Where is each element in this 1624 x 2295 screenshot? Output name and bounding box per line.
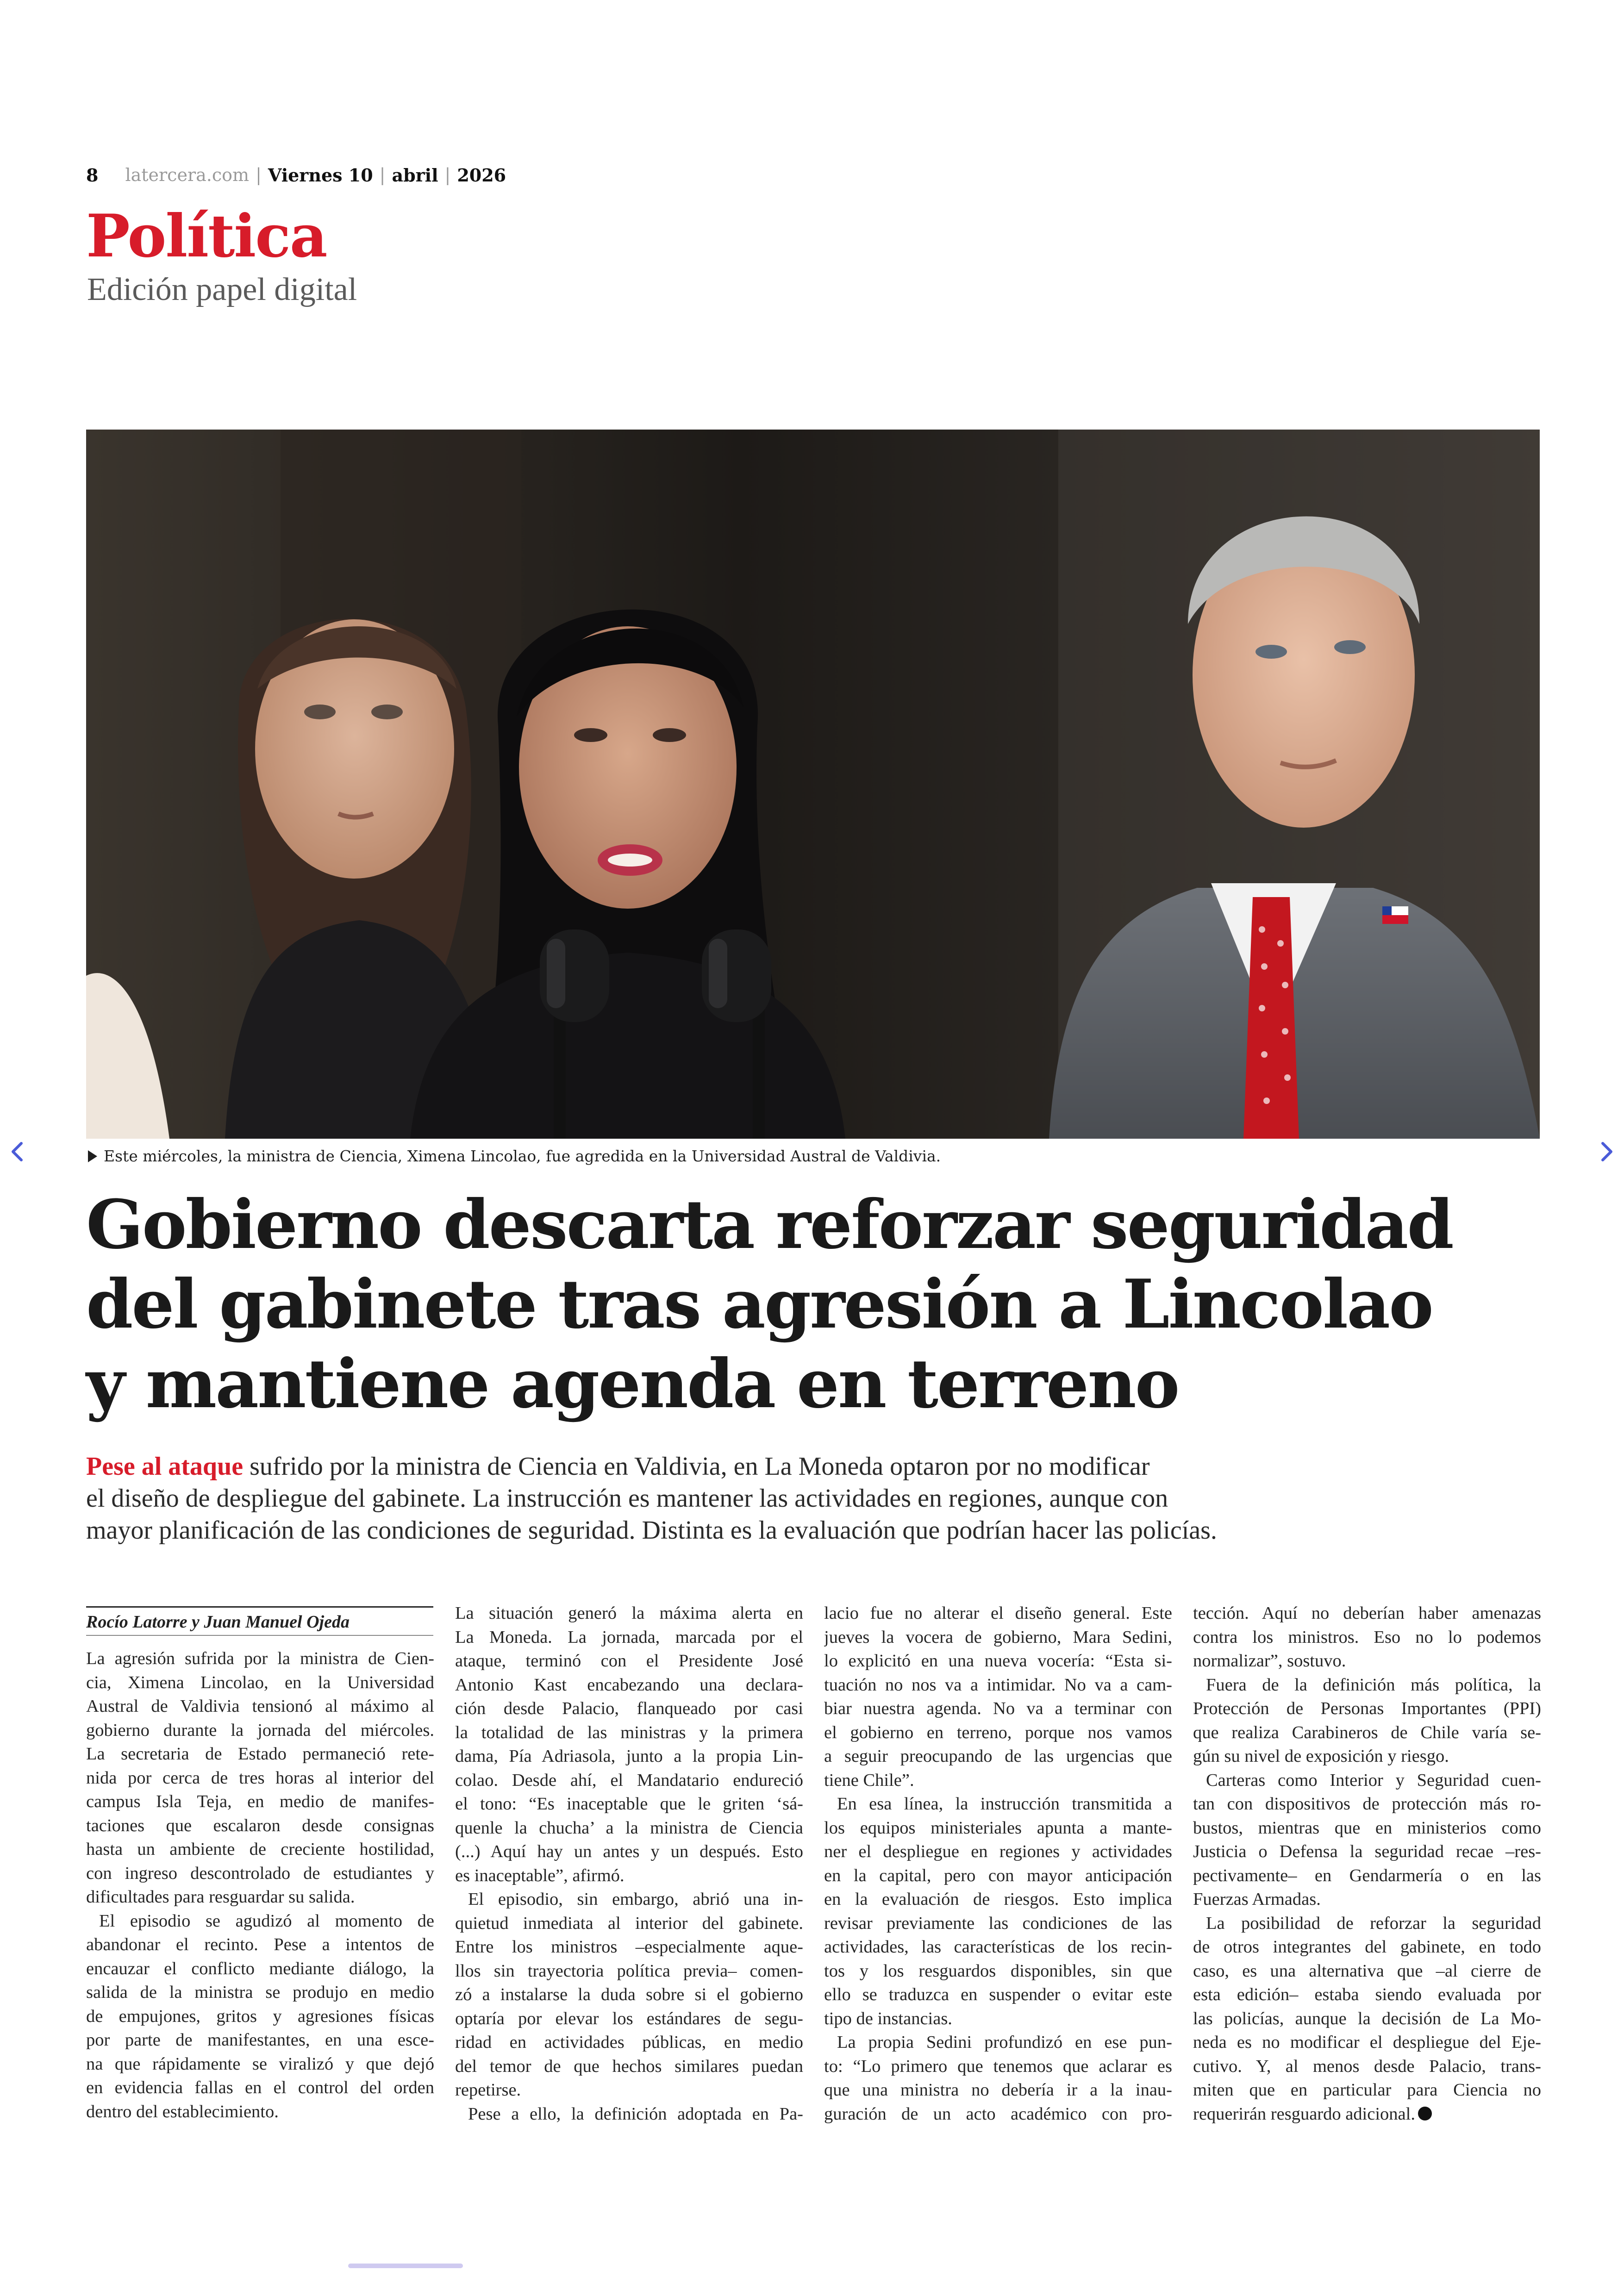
body-text-line: to: “Lo primero que tenemos que aclarar es: [824, 2056, 1172, 2076]
body-text-line: que realiza Carabineros de Chile varía se-: [1193, 1722, 1541, 1742]
body-text-line: La posibilidad de reforzar la seguridad: [1206, 1913, 1541, 1933]
body-text-line: del temor de que hechos similares puedan: [455, 2056, 803, 2076]
page-number: 8: [86, 164, 99, 186]
site-name: latercera.com: [125, 165, 250, 185]
date-day: Viernes 10: [268, 164, 373, 186]
body-text-line: en la capital, pero con mayor anticipación: [824, 1865, 1172, 1885]
body-text-line: ción desde Palacio, flanqueado por casi: [455, 1699, 803, 1718]
body-text-line: quietud inmediata al interior del gabinete.: [455, 1913, 803, 1933]
body-text-line: neda es no modificar el despliegue del Eje-: [1193, 2033, 1541, 2052]
body-text-line: Justicia o Defensa la seguridad recae –res-: [1193, 1842, 1541, 1861]
body-column-2: [455, 1602, 803, 2126]
chevron-left-icon: [4, 1133, 31, 1170]
date-year: 2026: [457, 164, 506, 186]
body-text-line: La Moneda. La jornada, marcada por el: [455, 1627, 803, 1647]
body-text-line: La agresión sufrida por la ministra de Cien-: [86, 1649, 434, 1668]
body-text-line: ner el despliegue en regiones y actividades: [824, 1842, 1172, 1861]
body-text-line: Fuerzas Armadas.: [1193, 1890, 1321, 1909]
body-text-line: gobierno durante la jornada del miércoles.: [86, 1720, 434, 1740]
headline-line: Gobierno descarta reforzar seguridad: [86, 1185, 1453, 1264]
separator: |: [379, 165, 386, 185]
body-text-line: dentro del establecimiento.: [86, 2102, 279, 2121]
body-text-line: es inaceptable”, afirmó.: [455, 1865, 625, 1885]
body-text-line: a seguir preocupando de las urgencias que: [824, 1746, 1172, 1766]
body-text-line: tuación no nos va a intimidar. No va a cam-: [824, 1675, 1172, 1695]
body-text-line: zó a instalarse la duda sobre si el gobierno: [455, 1985, 803, 2004]
prev-page-button[interactable]: [4, 1133, 31, 1170]
lead-line: el diseño de despliegue del gabinete. La instrucción es mantener las actividades en regiones, aunque con: [86, 1484, 1168, 1513]
next-page-button[interactable]: [1593, 1133, 1620, 1170]
date-month: abril: [392, 164, 438, 186]
body-text-line: Antonio Kast encabezando una declara-: [455, 1675, 803, 1695]
body-text-line: salida de la ministra se produjo en medio: [86, 1983, 434, 2002]
body-text-line: tipo de instancias.: [824, 2008, 952, 2028]
article-lead: [86, 1451, 1568, 1547]
article-byline: Rocío Latorre y Juan Manuel Ojeda: [86, 1606, 433, 1634]
lead-line: [86, 1451, 1568, 1483]
body-text-line: cia, Ximena Lincolao, en la Universidad: [86, 1672, 434, 1692]
body-text-line: de empujones, gritos y agresiones físicas: [86, 2006, 434, 2026]
body-text-line: dificultades para resguardar su salida.: [86, 1887, 355, 1907]
body-text-line: esta edición– estaba siendo evaluada por: [1193, 1985, 1541, 2004]
body-text-line: tiene Chile”.: [824, 1770, 914, 1790]
body-text-line: taciones que escalaron desde consignas: [86, 1815, 434, 1835]
caption-arrow-icon: [88, 1150, 97, 1162]
body-text-line: caso, es una alternativa que –al cierre de: [1193, 1961, 1541, 1981]
masthead-line: [86, 161, 506, 189]
body-text-line: En esa línea, la instrucción transmitida a: [837, 1794, 1172, 1814]
edition-label: Edición papel digital: [87, 272, 357, 307]
body-text-line: actividades, las características de los recin-: [824, 1937, 1172, 1957]
body-text-line: bustos, mientras que en ministerios como: [1193, 1818, 1541, 1838]
body-text-line: nida por cerca de tres horas al interior del: [86, 1768, 434, 1788]
body-text-line: na que rápidamente se viralizó y que dejó: [86, 2054, 434, 2074]
body-text-line: Fuera de la definición más política, la: [1206, 1675, 1541, 1695]
body-text-line: lacio fue no alterar el diseño general. Este: [824, 1603, 1172, 1623]
lead-highlight: Pese al ataque: [86, 1452, 244, 1481]
article-headline: [86, 1185, 1558, 1424]
body-text-line: requerirán resguardo adicional.: [1193, 2102, 1541, 2127]
section-title: Política: [86, 202, 327, 270]
body-text-line: (...) Aquí hay un antes y un después. Esto: [455, 1842, 803, 1861]
body-text-line: pectivamente– en Gendarmería o en las: [1193, 1865, 1541, 1885]
body-text-line: tos y los resguardos disponibles, sin que: [824, 1961, 1172, 1981]
body-text-line: quenle la chucha’ a la ministra de Ciencia: [455, 1818, 803, 1838]
separator: |: [256, 165, 262, 185]
body-text-line: el gobierno en terreno, porque nos vamos: [824, 1722, 1172, 1742]
body-text-line: revisar previamente las condiciones de las: [824, 1913, 1172, 1933]
photo-illustration: [86, 430, 1540, 1139]
body-column-1: [86, 1647, 434, 2124]
body-text-line: miten que en particular para Ciencia no: [1193, 2080, 1541, 2100]
body-text-line: Entre los ministros –especialmente aque-: [455, 1937, 803, 1957]
body-text-line: gún su nivel de exposición y riesgo.: [1193, 1746, 1449, 1766]
body-text-line: con ingreso descontrolado de estudiantes y: [86, 1863, 434, 1883]
body-text-line: ridad en actividades públicas, en medio: [455, 2033, 803, 2052]
body-text-line: que una ministra no debería ir a la inau-: [824, 2080, 1172, 2100]
body-text-line: Protección de Personas Importantes (PPI): [1193, 1699, 1541, 1718]
body-column-3: [824, 1602, 1172, 2126]
body-text-line: guración de un acto académico con pro-: [824, 2104, 1172, 2124]
headline-line: del gabinete tras agresión a Lincolao: [86, 1265, 1432, 1344]
body-text-line: por parte de manifestantes, en una esce-: [86, 2030, 434, 2050]
body-text-line: jueves la vocera de gobierno, Mara Sedini,: [824, 1627, 1172, 1647]
body-text-line: colao. Desde ahí, el Mandatario endureció: [455, 1770, 803, 1790]
body-text-line: lo explicitó en una nueva vocería: “Esta si-: [824, 1651, 1172, 1671]
body-text-line: ello se traduzca en suspender o evitar este: [824, 1985, 1172, 2004]
body-column-4: [1193, 1602, 1541, 2126]
byline-divider: [86, 1635, 433, 1636]
body-text-line: La propia Sedini profundizó en ese pun-: [837, 2033, 1172, 2052]
body-text-line: La secretaria de Estado permaneció rete-: [86, 1744, 434, 1764]
body-text-line: en evidencia fallas en el control del orden: [86, 2078, 434, 2097]
body-text-line: optaría por elevar los estándares de segu-: [455, 2008, 803, 2028]
photo-caption: [88, 1146, 941, 1166]
body-text-line: de otros integrantes del gabinete, en todo: [1193, 1937, 1541, 1957]
body-text-line: Austral de Valdivia tensionó al máximo al: [86, 1696, 434, 1716]
body-text-line: ataque, terminó con el Presidente José: [455, 1651, 803, 1671]
body-text-line: La situación generó la máxima alerta en: [455, 1603, 803, 1623]
body-text-line: cutivo. Y, al menos desde Palacio, trans-: [1193, 2056, 1541, 2076]
body-text-line: biar nuestra agenda. No va a terminar con: [824, 1699, 1172, 1718]
body-text-line: en la evaluación de riesgos. Esto implica: [824, 1890, 1172, 1909]
page-scroll-indicator[interactable]: [348, 2264, 463, 2268]
separator: |: [444, 165, 451, 185]
lead-text: sufrido por la ministra de Ciencia en Valdivia, en La Moneda optaron por no modificar: [243, 1452, 1150, 1481]
body-text-line: tan con dispositivos de protección más ro-: [1193, 1794, 1541, 1814]
body-text-line: la totalidad de las ministras y la primera: [455, 1722, 803, 1742]
body-text-line: El episodio, sin embargo, abrió una in-: [468, 1890, 803, 1909]
article-photo: [86, 430, 1540, 1139]
caption-text: Este miércoles, la ministra de Ciencia, Ximena Lincolao, fue agredida en la Universidad Austral de Valdivia.: [104, 1147, 941, 1165]
body-text-line: los equipos ministeriales apunta a mante-: [824, 1818, 1172, 1838]
headline-line: y mantiene agenda en terreno: [86, 1345, 1179, 1423]
body-text-line: tección. Aquí no deberían haber amenazas: [1193, 1603, 1541, 1623]
body-text-line: Carteras como Interior y Seguridad cuen-: [1206, 1770, 1541, 1790]
body-text-line: encauzar el conflicto mediante diálogo, la: [86, 1958, 434, 1978]
body-text-line: El episodio se agudizó al momento de: [99, 1911, 434, 1931]
body-text-line: campus Isla Teja, en medio de manifes-: [86, 1792, 434, 1811]
chevron-right-icon: [1593, 1133, 1620, 1170]
lead-line: mayor planificación de las condiciones de seguridad. Distinta es la evaluación que podrían hacer las policías.: [86, 1516, 1217, 1545]
body-text-line: repetirse.: [455, 2080, 521, 2100]
body-text-line: hasta un ambiente de creciente hostilidad,: [86, 1840, 434, 1859]
body-text-line: abandonar el recinto. Pese a intentos de: [86, 1935, 434, 1954]
end-of-article-icon: [1418, 2107, 1432, 2120]
body-text-line: Pese a ello, la definición adoptada en Pa-: [468, 2104, 803, 2124]
body-text-line: llos sin trayectoria política previa– comen-: [455, 1961, 803, 1981]
body-text-line: dama, Pía Adriasola, junto a la propia Lin-: [455, 1746, 803, 1766]
body-text-line: el tono: “Es inaceptable que le griten ‘sá-: [455, 1794, 803, 1814]
body-text-line: las policías, aunque la decisión de La Mo-: [1193, 2008, 1541, 2028]
body-text-line: normalizar”, sostuvo.: [1193, 1651, 1346, 1671]
body-text-line: contra los ministros. Eso no lo podemos: [1193, 1627, 1541, 1647]
